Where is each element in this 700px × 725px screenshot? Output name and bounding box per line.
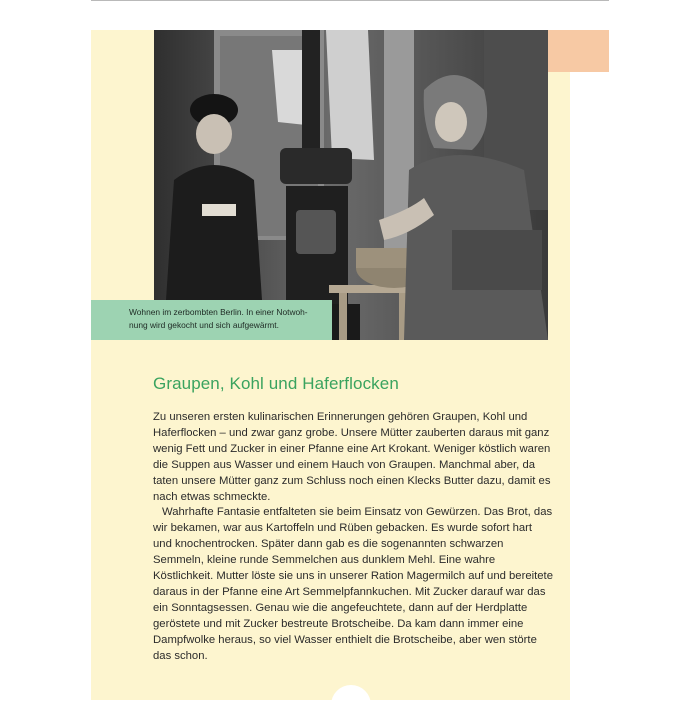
- photo-caption: Wohnen im zerbombten Berlin. In einer Notwoh-nung wird gekocht und sich aufgewärmt.: [91, 300, 332, 340]
- article-body: [153, 410, 553, 665]
- page-number-badge: [331, 685, 371, 725]
- paragraph: Wahrhafte Fantasie entfalteten sie beim Einsatz von Gewürzen. Das Brot, das wir bekamen, war aus Kartoffeln und Rüben gebacken. Es wurde sofort hart und knochentrocken. Später dann gab es die sogenannten schwarzen Semmeln, kleine runde Semmelchen aus dunklem Mehl. Eine wahre Köstlichkeit. Mutter löste sie uns in unserer Ration Magermilch auf und bereitete daraus in der Pfanne eine Art Semmelpfannkuchen. Mit Zucker darauf war das ein Sonntagsessen. Genau wie die angefeuchtete, dann auf der Herdplatte geröstete und mit Zucker bestreute Brotscheibe. Da kam dann immer eine Dampfwolke heraus, so viel Wasser enthielt die Brotscheibe, aber wen störte das schon.: [153, 506, 553, 662]
- historic-photo: [154, 30, 548, 340]
- section-heading: Graupen, Kohl und Haferflocken: [153, 374, 399, 393]
- chapter-tab: [547, 30, 609, 72]
- paragraph: Zu unseren ersten kulinarischen Erinnerungen gehören Graupen, Kohl und Haferflocken – und zwar ganz grobe. Unsere Mütter zauberten daraus mit ganz wenig Fett und Zucker in einer Pfanne eine Art Krokant. Weniger köstlich waren die Suppen aus Wasser und einem Hauch von Graupen. Manchmal aber, da taten unsere Mütter ganz zum Schluss noch einen Klecks Butter dazu, damit es nach etwas schmeckte.: [153, 411, 551, 503]
- top-rule: [91, 0, 609, 1]
